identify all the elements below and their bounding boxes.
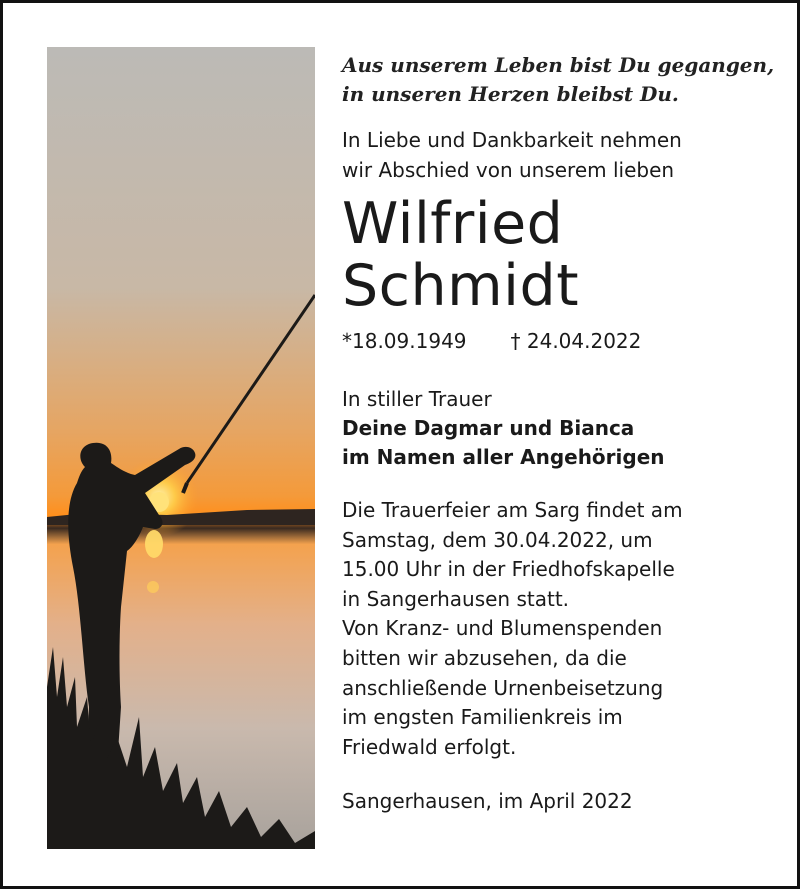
life-dates — [342, 327, 782, 355]
service-details — [342, 496, 782, 762]
birth-date: *18.09.1949 — [342, 329, 467, 353]
intro-line: In Liebe und Dankbarkeit nehmen — [342, 128, 682, 152]
last-name: Schmidt — [342, 253, 580, 319]
service-line: Samstag, dem 30.04.2022, um — [342, 527, 653, 552]
service-line: in Sangerhausen statt. — [342, 586, 570, 611]
place-date: Sangerhausen, im April 2022 — [342, 789, 633, 814]
service-line: 15.00 Uhr in der Friedhofskapelle — [342, 557, 675, 582]
motto-line: Aus unserem Leben bist Du gegangen, — [342, 53, 775, 77]
first-name: Wilfried — [342, 191, 564, 257]
mourning-line: In stiller Trauer — [342, 387, 492, 411]
intro-line: wir Abschied von unserem lieben — [342, 158, 675, 182]
service-line: Die Trauerfeier am Sarg findet am — [342, 498, 683, 522]
intro-text — [342, 125, 782, 185]
mourners — [342, 385, 782, 472]
fisherman-sunset-photo — [47, 47, 315, 849]
service-line: anschließende Urnenbeisetzung — [342, 675, 664, 700]
service-line: im engsten Familienkreis im — [342, 705, 623, 730]
service-line: Von Kranz- und Blumenspenden — [342, 616, 663, 641]
deceased-name — [342, 193, 782, 317]
fisherman-silhouette-icon — [47, 47, 315, 849]
service-line: bitten wir abzusehen, da die — [342, 645, 627, 670]
mourners-names: Deine Dagmar und Bianca — [342, 416, 635, 440]
mourners-relatives: im Namen aller Angehörigen — [342, 445, 665, 469]
obituary-text — [342, 51, 782, 816]
service-line: Friedwald erfolgt. — [342, 734, 517, 759]
motto — [342, 51, 782, 109]
motto-line: in unseren Herzen bleibst Du. — [342, 82, 679, 106]
death-date: † 24.04.2022 — [510, 329, 642, 353]
